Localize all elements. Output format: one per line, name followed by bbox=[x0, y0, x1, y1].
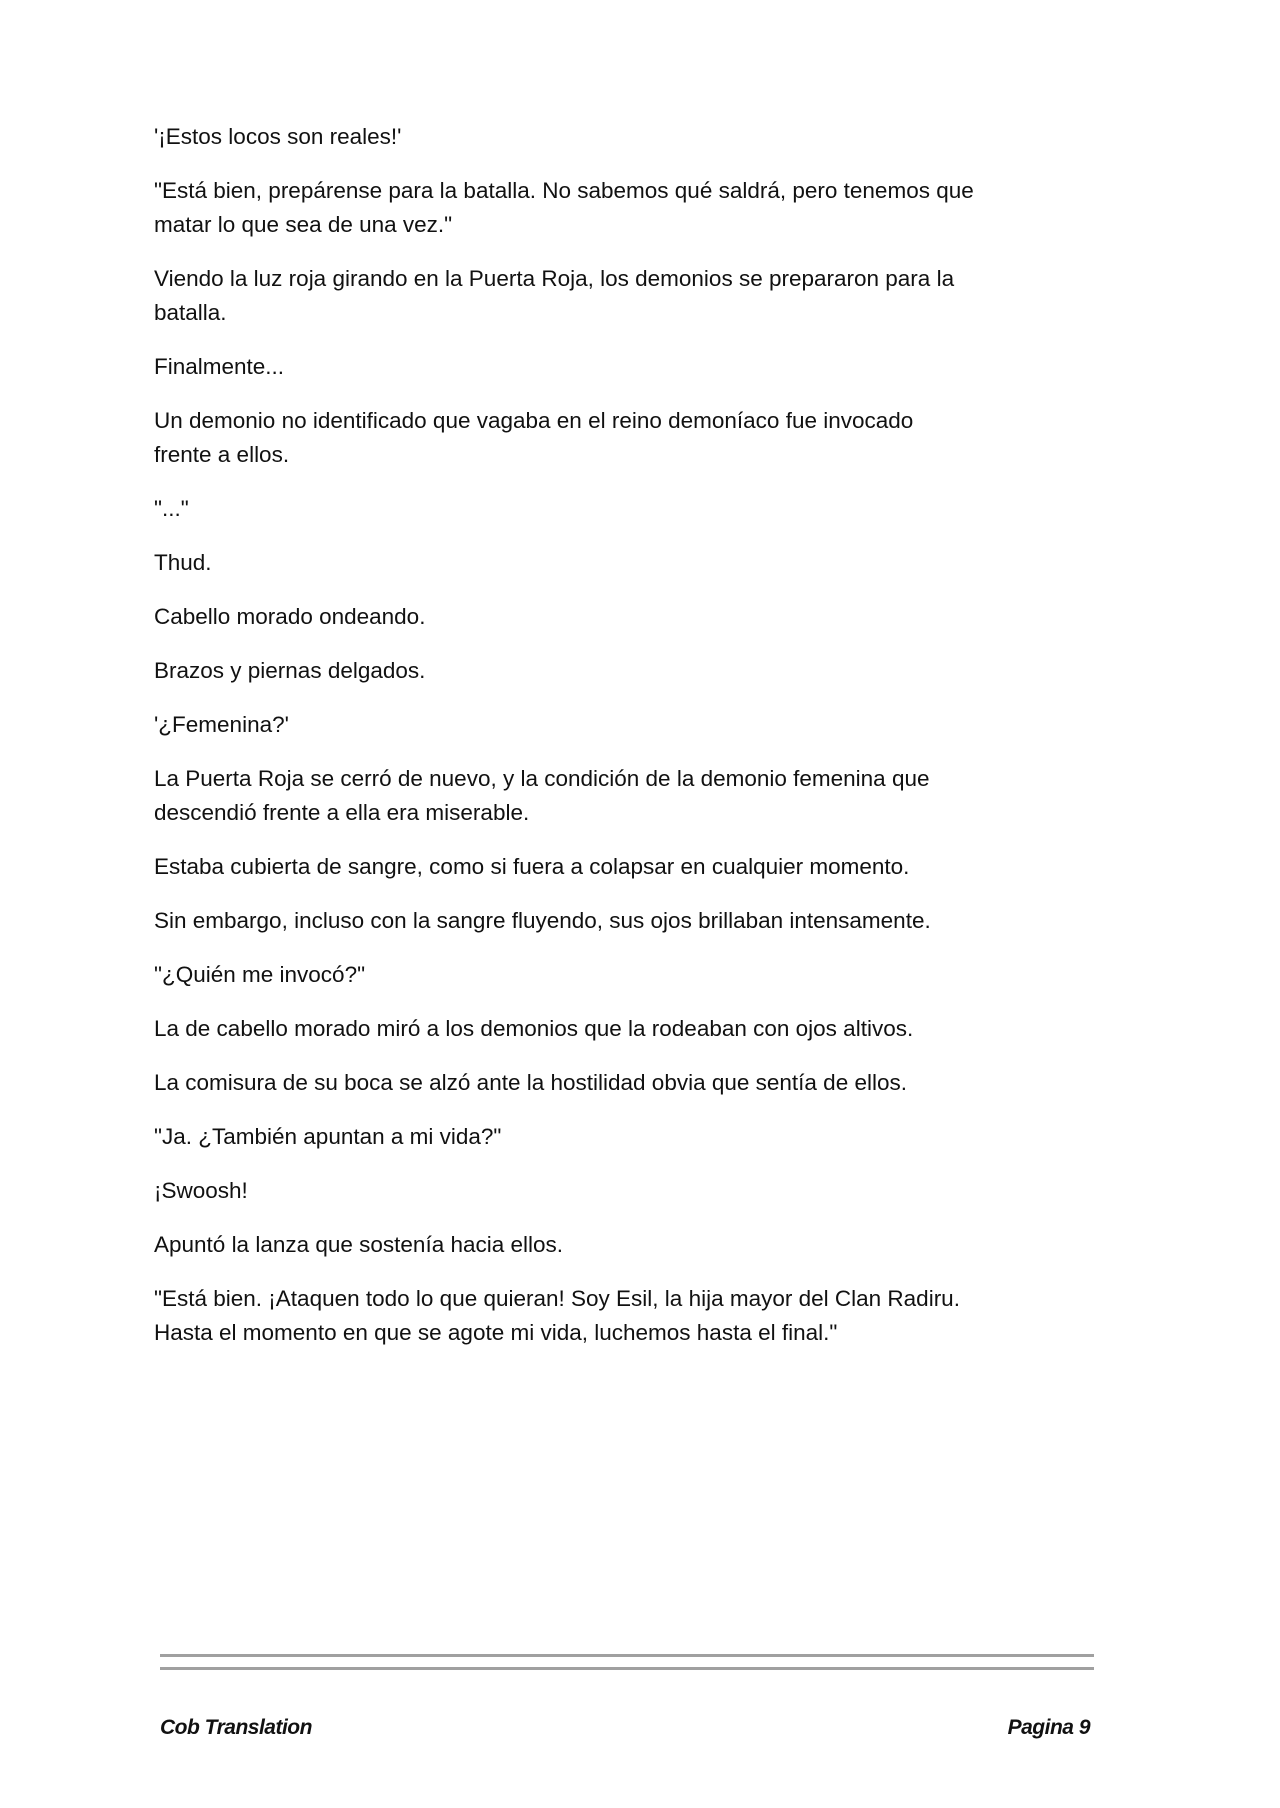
paragraph bbox=[154, 492, 1134, 526]
paragraph bbox=[154, 546, 1134, 580]
paragraph bbox=[154, 1012, 1134, 1046]
paragraph bbox=[154, 654, 1134, 688]
text-line: "Está bien, prepárense para la batalla. No sabemos qué saldrá, pero tenemos que bbox=[154, 178, 974, 203]
text-line: "Está bien. ¡Ataquen todo lo que quieran! Soy Esil, la hija mayor del Clan Radiru. bbox=[154, 1286, 960, 1311]
page-body bbox=[154, 120, 1134, 1370]
text-line: La comisura de su boca se alzó ante la hostilidad obvia que sentía de ellos. bbox=[154, 1070, 907, 1095]
footer-rule-bottom bbox=[160, 1667, 1094, 1670]
paragraph bbox=[154, 174, 1134, 242]
paragraph bbox=[154, 708, 1134, 742]
text-line: "Ja. ¿También apuntan a mi vida?" bbox=[154, 1124, 502, 1149]
text-line: '¿Femenina?' bbox=[154, 712, 289, 737]
paragraph bbox=[154, 1228, 1134, 1262]
paragraph bbox=[154, 262, 1134, 330]
paragraph bbox=[154, 600, 1134, 634]
paragraph bbox=[154, 350, 1134, 384]
text-line: ¡Swoosh! bbox=[154, 1178, 248, 1203]
text-line: Cabello morado ondeando. bbox=[154, 604, 426, 629]
text-line: Hasta el momento en que se agote mi vida, luchemos hasta el final." bbox=[154, 1320, 838, 1345]
text-line: Un demonio no identificado que vagaba en el reino demoníaco fue invocado bbox=[154, 408, 914, 433]
text-line: Finalmente... bbox=[154, 354, 285, 379]
paragraph bbox=[154, 762, 1134, 830]
paragraph bbox=[154, 404, 1134, 472]
paragraph bbox=[154, 1120, 1134, 1154]
paragraph bbox=[154, 958, 1134, 992]
text-line: batalla. bbox=[154, 300, 227, 325]
paragraph bbox=[154, 904, 1134, 938]
text-line: Estaba cubierta de sangre, como si fuera a colapsar en cualquier momento. bbox=[154, 854, 910, 879]
footer-rule-top bbox=[160, 1654, 1094, 1657]
text-line: Thud. bbox=[154, 550, 212, 575]
text-line: frente a ellos. bbox=[154, 442, 290, 467]
paragraph bbox=[154, 1282, 1134, 1350]
text-line: "¿Quién me invocó?" bbox=[154, 962, 366, 987]
footer-page-number: Pagina 9 bbox=[1007, 1716, 1090, 1739]
paragraph bbox=[154, 1174, 1134, 1208]
text-line: Sin embargo, incluso con la sangre fluyendo, sus ojos brillaban intensamente. bbox=[154, 908, 931, 933]
paragraph bbox=[154, 120, 1134, 154]
text-line: matar lo que sea de una vez." bbox=[154, 212, 453, 237]
text-line: Apuntó la lanza que sostenía hacia ellos. bbox=[154, 1232, 564, 1257]
paragraph bbox=[154, 1066, 1134, 1100]
text-line: descendió frente a ella era miserable. bbox=[154, 800, 530, 825]
text-line: La Puerta Roja se cerró de nuevo, y la condición de la demonio femenina que bbox=[154, 766, 930, 791]
text-line: "..." bbox=[154, 496, 189, 521]
footer-translator: Cob Translation bbox=[160, 1716, 312, 1739]
paragraph bbox=[154, 850, 1134, 884]
text-line: '¡Estos locos son reales!' bbox=[154, 124, 402, 149]
text-line: Brazos y piernas delgados. bbox=[154, 658, 426, 683]
text-line: Viendo la luz roja girando en la Puerta Roja, los demonios se prepararon para la bbox=[154, 266, 955, 291]
text-line: La de cabello morado miró a los demonios que la rodeaban con ojos altivos. bbox=[154, 1016, 914, 1041]
